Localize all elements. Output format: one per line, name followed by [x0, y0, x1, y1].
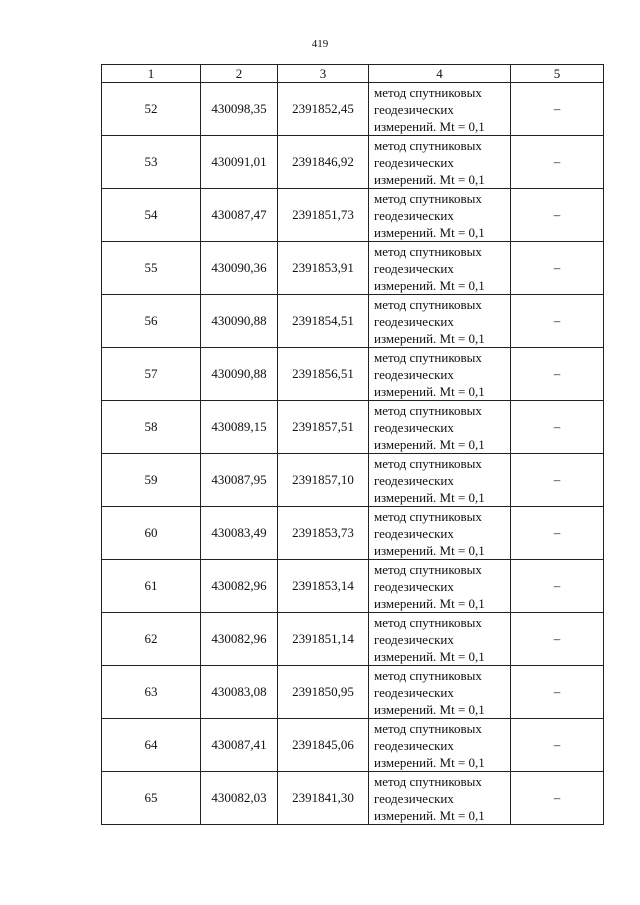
method-line-2: геодезических	[374, 207, 454, 223]
y-coordinate-cell: 2391841,30	[278, 772, 369, 825]
method-line-1: метод спутниковых	[374, 508, 482, 524]
point-number-cell: 54	[102, 189, 201, 242]
method-line-3: измерений. Mt = 0,1	[374, 754, 485, 770]
note-cell: –	[511, 507, 604, 560]
method-line-3: измерений. Mt = 0,1	[374, 489, 485, 505]
y-coordinate-cell: 2391846,92	[278, 136, 369, 189]
method-line-2: геодезических	[374, 684, 454, 700]
method-cell	[369, 83, 511, 136]
note-cell: –	[511, 454, 604, 507]
table-row	[102, 242, 604, 295]
coordinates-table	[101, 64, 604, 825]
method-line-1: метод спутниковых	[374, 720, 482, 736]
table-row	[102, 666, 604, 719]
table-row	[102, 772, 604, 825]
method-line-3: измерений. Mt = 0,1	[374, 542, 485, 558]
x-coordinate-cell: 430090,88	[201, 348, 278, 401]
method-cell	[369, 507, 511, 560]
note-cell: –	[511, 772, 604, 825]
method-line-3: измерений. Mt = 0,1	[374, 436, 485, 452]
header-row	[102, 65, 604, 83]
x-coordinate-cell: 430082,96	[201, 560, 278, 613]
method-line-2: геодезических	[374, 737, 454, 753]
note-cell: –	[511, 401, 604, 454]
method-line-1: метод спутниковых	[374, 349, 482, 365]
method-cell	[369, 242, 511, 295]
method-line-3: измерений. Mt = 0,1	[374, 807, 485, 823]
point-number-cell: 58	[102, 401, 201, 454]
method-line-1: метод спутниковых	[374, 614, 482, 630]
method-line-1: метод спутниковых	[374, 190, 482, 206]
table-row	[102, 348, 604, 401]
method-line-1: метод спутниковых	[374, 667, 482, 683]
method-line-2: геодезических	[374, 631, 454, 647]
method-line-3: измерений. Mt = 0,1	[374, 383, 485, 399]
method-line-2: геодезических	[374, 472, 454, 488]
point-number-cell: 59	[102, 454, 201, 507]
y-coordinate-cell: 2391853,73	[278, 507, 369, 560]
table-row	[102, 189, 604, 242]
x-coordinate-cell: 430082,96	[201, 613, 278, 666]
method-line-1: метод спутниковых	[374, 455, 482, 471]
note-cell: –	[511, 189, 604, 242]
note-cell: –	[511, 666, 604, 719]
y-coordinate-cell: 2391851,73	[278, 189, 369, 242]
y-coordinate-cell: 2391851,14	[278, 613, 369, 666]
note-cell: –	[511, 613, 604, 666]
note-cell: –	[511, 560, 604, 613]
point-number-cell: 52	[102, 83, 201, 136]
y-coordinate-cell: 2391854,51	[278, 295, 369, 348]
x-coordinate-cell: 430082,03	[201, 772, 278, 825]
header-col-3: 3	[278, 65, 369, 83]
y-coordinate-cell: 2391857,10	[278, 454, 369, 507]
point-number-cell: 62	[102, 613, 201, 666]
table-row	[102, 136, 604, 189]
y-coordinate-cell: 2391853,91	[278, 242, 369, 295]
method-line-1: метод спутниковых	[374, 243, 482, 259]
note-cell: –	[511, 348, 604, 401]
point-number-cell: 61	[102, 560, 201, 613]
method-cell	[369, 772, 511, 825]
y-coordinate-cell: 2391845,06	[278, 719, 369, 772]
note-cell: –	[511, 136, 604, 189]
method-line-3: измерений. Mt = 0,1	[374, 330, 485, 346]
method-cell	[369, 560, 511, 613]
point-number-cell: 56	[102, 295, 201, 348]
point-number-cell: 60	[102, 507, 201, 560]
method-line-3: измерений. Mt = 0,1	[374, 701, 485, 717]
method-line-2: геодезических	[374, 154, 454, 170]
method-line-3: измерений. Mt = 0,1	[374, 224, 485, 240]
point-number-cell: 57	[102, 348, 201, 401]
method-cell	[369, 454, 511, 507]
table-header	[102, 65, 604, 83]
header-col-5: 5	[511, 65, 604, 83]
method-cell	[369, 295, 511, 348]
table-body	[102, 83, 604, 825]
table-row	[102, 454, 604, 507]
x-coordinate-cell: 430091,01	[201, 136, 278, 189]
point-number-cell: 65	[102, 772, 201, 825]
method-line-2: геодезических	[374, 525, 454, 541]
table-row	[102, 719, 604, 772]
note-cell: –	[511, 83, 604, 136]
method-cell	[369, 666, 511, 719]
method-line-2: геодезических	[374, 313, 454, 329]
point-number-cell: 53	[102, 136, 201, 189]
method-line-3: измерений. Mt = 0,1	[374, 595, 485, 611]
x-coordinate-cell: 430087,95	[201, 454, 278, 507]
method-cell	[369, 719, 511, 772]
point-number-cell: 55	[102, 242, 201, 295]
x-coordinate-cell: 430087,41	[201, 719, 278, 772]
x-coordinate-cell: 430090,88	[201, 295, 278, 348]
x-coordinate-cell: 430083,08	[201, 666, 278, 719]
method-cell	[369, 401, 511, 454]
method-line-3: измерений. Mt = 0,1	[374, 118, 485, 134]
method-line-3: измерений. Mt = 0,1	[374, 648, 485, 664]
point-number-cell: 64	[102, 719, 201, 772]
method-line-2: геодезических	[374, 578, 454, 594]
y-coordinate-cell: 2391857,51	[278, 401, 369, 454]
table-row	[102, 83, 604, 136]
method-cell	[369, 348, 511, 401]
point-number-cell: 63	[102, 666, 201, 719]
y-coordinate-cell: 2391850,95	[278, 666, 369, 719]
method-cell	[369, 136, 511, 189]
x-coordinate-cell: 430090,36	[201, 242, 278, 295]
header-col-4: 4	[369, 65, 511, 83]
y-coordinate-cell: 2391853,14	[278, 560, 369, 613]
method-line-2: геодезических	[374, 419, 454, 435]
method-line-3: измерений. Mt = 0,1	[374, 277, 485, 293]
note-cell: –	[511, 719, 604, 772]
table-row	[102, 401, 604, 454]
x-coordinate-cell: 430087,47	[201, 189, 278, 242]
method-line-2: геодезических	[374, 260, 454, 276]
note-cell: –	[511, 242, 604, 295]
header-col-2: 2	[201, 65, 278, 83]
method-line-2: геодезических	[374, 790, 454, 806]
method-line-3: измерений. Mt = 0,1	[374, 171, 485, 187]
table-row	[102, 507, 604, 560]
method-line-1: метод спутниковых	[374, 296, 482, 312]
method-line-1: метод спутниковых	[374, 773, 482, 789]
page-number: 419	[311, 38, 329, 50]
method-line-1: метод спутниковых	[374, 137, 482, 153]
table-row	[102, 560, 604, 613]
x-coordinate-cell: 430083,49	[201, 507, 278, 560]
x-coordinate-cell: 430089,15	[201, 401, 278, 454]
method-line-1: метод спутниковых	[374, 561, 482, 577]
y-coordinate-cell: 2391852,45	[278, 83, 369, 136]
x-coordinate-cell: 430098,35	[201, 83, 278, 136]
table-row	[102, 295, 604, 348]
table-row	[102, 613, 604, 666]
method-line-2: геодезических	[374, 101, 454, 117]
method-line-2: геодезических	[374, 366, 454, 382]
method-line-1: метод спутниковых	[374, 402, 482, 418]
note-cell: –	[511, 295, 604, 348]
method-cell	[369, 189, 511, 242]
header-col-1: 1	[102, 65, 201, 83]
y-coordinate-cell: 2391856,51	[278, 348, 369, 401]
method-line-1: метод спутниковых	[374, 84, 482, 100]
method-cell	[369, 613, 511, 666]
